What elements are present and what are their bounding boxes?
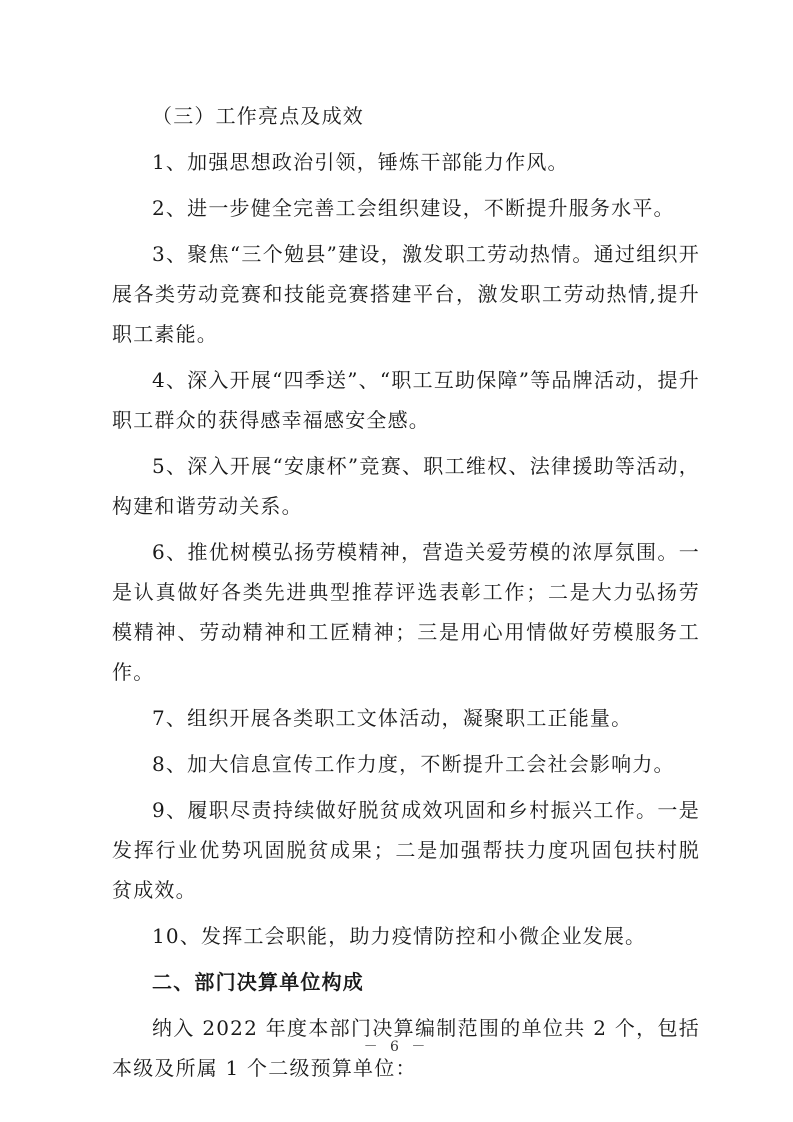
paragraph-item-1: 1、加强思想政治引领，锤炼干部能力作风。 — [152, 150, 569, 174]
paragraph-item-5: 5、深入开展“安康杯”竞赛、职工维权、法律援助等活动，构建和谐劳动关系。 — [112, 454, 700, 518]
document-body — [112, 96, 700, 1094]
paragraph-item-9: 9、履职尽责持续做好脱贫成效巩固和乡村振兴工作。一是发挥行业优势巩固脱贫成果；二是加强帮扶力度巩固包扶村脱贫成效。 — [112, 798, 700, 902]
section-subheading: （三）工作亮点及成效 — [152, 104, 364, 128]
paragraph-item-3: 3、聚焦“三个勉县”建设，激发职工劳动热情。通过组织开展各类劳动竞赛和技能竞赛搭建平台，激发职工劳动热情,提升职工素能。 — [112, 242, 700, 346]
paragraph-item-10: 10、发挥工会职能，助力疫情防控和小微企业发展。 — [152, 924, 647, 948]
paragraph-item-2: 2、进一步健全完善工会组织建设，不断提升服务水平。 — [152, 196, 675, 220]
paragraph-item-7: 7、组织开展各类职工文体活动，凝聚职工正能量。 — [152, 706, 633, 730]
paragraph-item-6: 6、推优树模弘扬劳模精神，营造关爱劳模的浓厚氛围。一是认真做好各类先进典型推荐评选表彰工作；二是大力弘扬劳模精神、劳动精神和工匠精神；三是用心用情做好劳模服务工作。 — [112, 540, 700, 684]
paragraph-unit-scope: 纳入 2022 年度本部门决算编制范围的单位共 2 个，包括本级及所属 1 个二级预算单位： — [112, 1016, 700, 1080]
paragraph-item-8: 8、加大信息宣传工作力度，不断提升工会社会影响力。 — [152, 752, 675, 776]
paragraph-item-4: 4、深入开展“四季送”、“职工互助保障”等品牌活动，提升职工群众的获得感幸福感安全感。 — [112, 368, 700, 432]
page-number: － 6 － — [363, 1039, 430, 1055]
section-heading: 二、部门决算单位构成 — [152, 970, 364, 994]
